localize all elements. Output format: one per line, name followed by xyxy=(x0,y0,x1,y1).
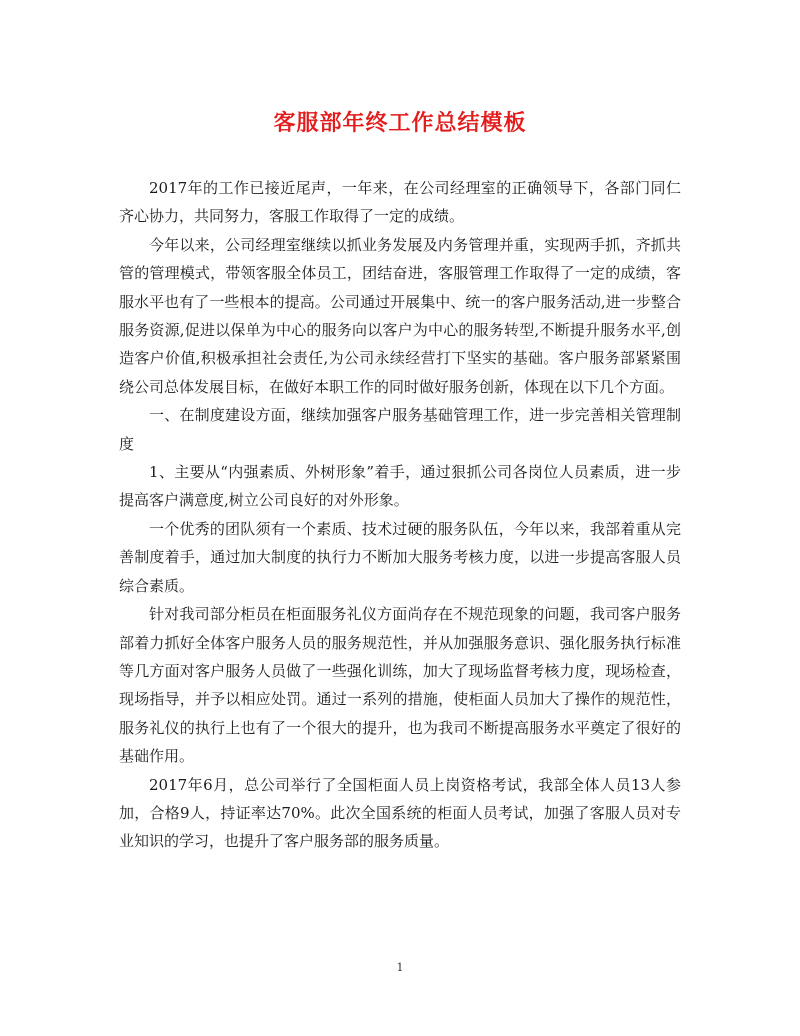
document-body xyxy=(119,174,681,856)
paragraph-intro: 2017年的工作已接近尾声，一年来，在公司经理室的正确领导下，各部门同仁齐心协力，共同努力，客服工作取得了一定的成绩。 xyxy=(119,179,681,226)
paragraph-overview: 今年以来，公司经理室继续以抓业务发展及内务管理并重，实现两手抓，齐抓共管的管理模式，带领客服全体员工，团结奋进，客服管理工作取得了一定的成绩，客服水平也有了一些根本的提高。公司通过开展集中、统一的客户服务活动,进一步整合服务资源,促进以保单为中心的服务向以客户为中心的服务转型,不断提升服务水平,创造客户价值,积极承担社会责任,为公司永续经营打下坚实的基础。客户服务部紧紧围绕公司总体发展目标，在做好本职工作的同时做好服务创新，体现在以下几个方面。 xyxy=(119,235,681,396)
paragraph-exam: 2017年6月，总公司举行了全国柜面人员上岗资格考试，我部全体人员13人参加，合格9人，持证率达70%。此次全国系统的柜面人员考试，加强了客服人员对专业知识的学习，也提升了客户服务部的服务质量。 xyxy=(119,775,681,851)
document-title: 客服部年终工作总结模板 xyxy=(273,110,527,136)
paragraph-section-heading: 一、在制度建设方面，继续加强客户服务基础管理工作，进一步完善相关管理制度 xyxy=(119,406,681,453)
paragraph-team: 一个优秀的团队须有一个素质、技术过硬的服务队伍，今年以来，我部着重从完善制度着手，通过加大制度的执行力不断加大服务考核力度，以进一步提高客服人员综合素质。 xyxy=(119,519,681,595)
paragraph-point-1: 1、主要从“内强素质、外树形象”着手，通过狠抓公司各岗位人员素质，进一步提高客户满意度,树立公司良好的对外形象。 xyxy=(119,463,681,510)
paragraph-etiquette: 针对我司部分柜员在柜面服务礼仪方面尚存在不规范现象的问题，我司客户服务部着力抓好全体客户服务人员的服务规范性，并从加强服务意识、强化服务执行标准等几方面对客户服务人员做了一些强化训练，加大了现场监督考核力度，现场检查，现场指导，并予以相应处罚。通过一系列的措施，使柜面人员加大了操作的规范性，服务礼仪的执行上也有了一个很大的提升，也为我司不断提高服务水平奠定了很好的基础作用。 xyxy=(119,605,681,766)
page-number: 1 xyxy=(396,961,404,974)
